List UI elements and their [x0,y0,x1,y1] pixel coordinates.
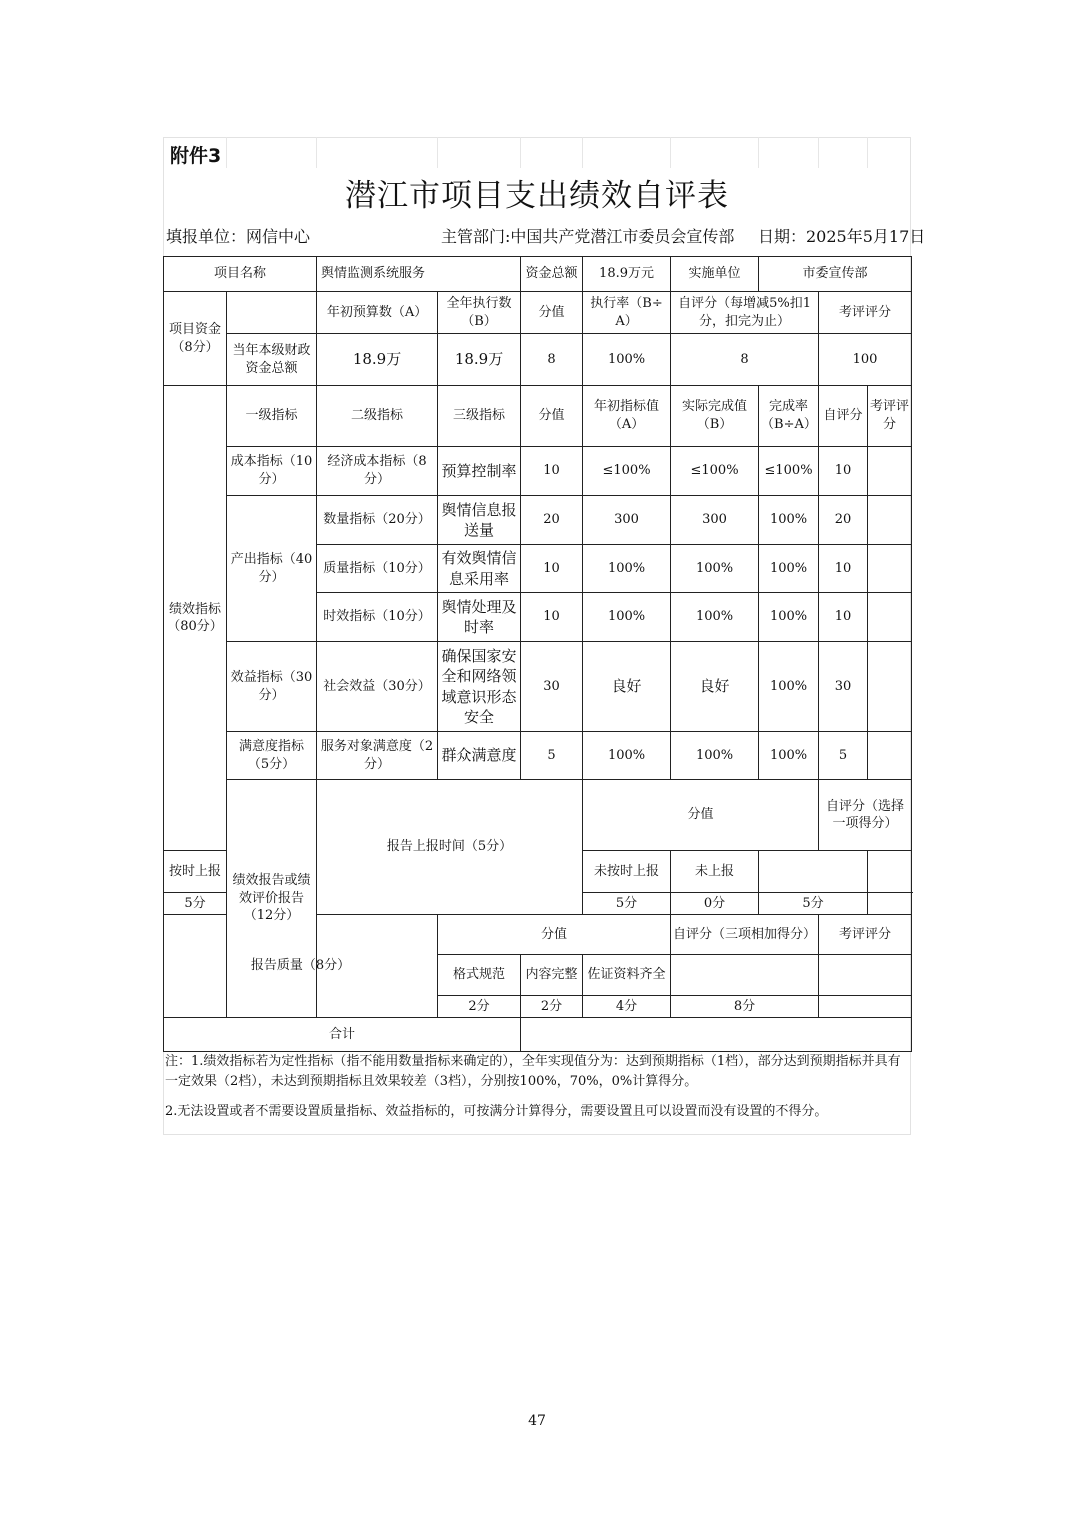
target-header: 年初指标值（A） [583,386,671,447]
row-level2: 社会效益（30分） [317,642,438,732]
row-target: 100% [583,732,671,780]
note-1: 注：1.绩效指标若为定性指标（指不能用数量指标来确定的），全年实现值分为：达到预期指标（1档），部分达到预期指标并具有一定效果（2档），未达到预期指标且效果较差（3档），分别按100%，70%，0%计算得分。 [165,1054,901,1089]
report-time-score-label: 分值 [583,780,819,851]
total-row [164,1018,912,1052]
review-score-header: 考评评分 [819,292,912,334]
score-header: 分值 [521,292,583,334]
row-target: 300 [583,496,671,545]
level3-header: 三级指标 [438,386,521,447]
row-self: 20 [819,496,868,545]
row-score: 20 [521,496,583,545]
row-target: 100% [583,545,671,593]
total-value [521,1018,912,1052]
project-name: 舆情监测系统服务 [317,257,521,292]
content-option: 内容完整 [521,955,583,996]
row-rate: 100% [759,642,819,732]
cost-indicator-label: 成本指标（10分） [227,447,317,496]
row-actual: 100% [671,732,759,780]
funds-value-row [164,334,912,386]
page-number: 47 [528,1413,546,1429]
format-option: 格式规范 [438,955,521,996]
row-level2: 经济成本指标（8分） [317,447,438,496]
completion-rate-header: 完成率（B÷A） [759,386,819,447]
perf-self-header: 自评分 [819,386,868,447]
row-level2: 数量指标（20分） [317,496,438,545]
empty-cell [868,851,912,893]
funds-review-score: 100 [819,334,912,386]
level1-header: 一级指标 [227,386,317,447]
row-self: 10 [819,447,868,496]
row-score: 10 [521,593,583,642]
report-time-self-score: 5分 [759,893,868,915]
content-points: 2分 [521,996,583,1018]
row-rate: 100% [759,593,819,642]
empty-cell [819,996,912,1018]
row-level2: 服务对象满意度（2分） [317,732,438,780]
execution-rate-value: 100% [583,334,671,386]
not-reported-option: 未上报 [671,851,759,893]
indicator-row [164,642,912,732]
row-score: 5 [521,732,583,780]
output-indicator-label: 产出指标（40分） [227,496,317,642]
row-score: 30 [521,642,583,732]
execution-header: 全年执行数（B） [438,292,521,334]
empty-cell [868,893,912,915]
report-quality-review-label: 考评评分 [819,915,912,955]
benefit-indicator-label: 效益指标（30分） [227,642,317,732]
row-target: ≤100% [583,447,671,496]
satisfaction-indicator-label: 满意度指标（5分） [227,732,317,780]
note-2: 2.无法设置或者不需要设置质量指标、效益指标的，可按满分计算得分，需要设置且可以设置而没有设置的不得分。 [165,1104,828,1119]
row-self: 30 [819,642,868,732]
project-name-label: 项目名称 [164,257,317,292]
late-points: 5分 [583,893,671,915]
funds-header-row [164,292,912,334]
report-quality-label: 报告质量（8分） [164,915,438,1018]
indicator-row [164,496,912,545]
on-time-points: 5分 [164,893,227,915]
page-title: 潜江市项目支出绩效自评表 [345,178,729,214]
report-quality-self-label: 自评分（三项相加得分） [671,915,819,955]
row-level2: 时效指标（10分） [317,593,438,642]
attachment-label: 附件3 [170,145,222,167]
row-review [868,593,912,642]
level2-header: 二级指标 [317,386,438,447]
row-self: 10 [819,593,868,642]
empty-cell [227,292,317,334]
implementing-unit-value: 市委宣传部 [759,257,912,292]
actual-header: 实际完成值（B） [671,386,759,447]
row-self: 10 [819,545,868,593]
row-rate: ≤100% [759,447,819,496]
report-quality-score-label: 分值 [438,915,671,955]
on-time-option: 按时上报 [164,851,227,893]
row-target: 良好 [583,642,671,732]
report-time-self-label: 自评分（选择一项得分） [819,780,912,851]
report-time-label: 报告上报时间（5分） [317,780,583,915]
report-date: 日期：2025年5月17日 [758,227,926,246]
total-funds-label: 资金总额 [521,257,583,292]
attachment-row-grid [163,137,911,168]
row-level3: 预算控制率 [438,447,521,496]
evidence-points: 4分 [583,996,671,1018]
empty-cell [671,955,819,996]
row-score: 10 [521,447,583,496]
project-row [164,257,912,292]
execution-rate-header: 执行率（B÷A） [583,292,671,334]
filling-unit: 填报单位：网信中心 [166,227,311,246]
row-score: 10 [521,545,583,593]
row-rate: 100% [759,496,819,545]
row-actual: 100% [671,545,759,593]
perf-header-row [164,386,912,447]
total-label: 合计 [164,1018,521,1052]
row-self: 5 [819,732,868,780]
funds-score-value: 8 [521,334,583,386]
total-funds-value: 18.9万元 [583,257,671,292]
self-score-header: 自评分（每增减5%扣1分，扣完为止） [671,292,819,334]
funds-self-score: 8 [671,334,819,386]
evidence-option: 佐证资料齐全 [583,955,671,996]
row-actual: ≤100% [671,447,759,496]
row-review [868,732,912,780]
supervising-department: 主管部门:中国共产党潜江市委员会宣传部 [441,227,735,246]
row-level3: 群众满意度 [438,732,521,780]
row-review [868,545,912,593]
row-level3: 确保国家安全和网络领域意识形态安全 [438,642,521,732]
funds-row-label: 当年本级财政资金总额 [227,334,317,386]
indicator-row [164,732,912,780]
row-actual: 良好 [671,642,759,732]
row-level3: 舆情处理及时率 [438,593,521,642]
perf-score-header: 分值 [521,386,583,447]
perf-review-header: 考评评分 [868,386,912,447]
row-actual: 300 [671,496,759,545]
report-quality-self-score: 8分 [671,996,819,1018]
late-option: 未按时上报 [583,851,671,893]
empty-cell [819,955,912,996]
indicator-row [164,447,912,496]
row-review [868,447,912,496]
budget-value: 18.9万 [317,334,438,386]
row-review [868,642,912,732]
notes [165,1052,909,1122]
row-target: 100% [583,593,671,642]
row-rate: 100% [759,732,819,780]
format-points: 2分 [438,996,521,1018]
implementing-unit-label: 实施单位 [671,257,759,292]
perf-section-label: 绩效指标（80分） [164,386,227,851]
row-level2: 质量指标（10分） [317,545,438,593]
row-level3: 舆情信息报送量 [438,496,521,545]
row-rate: 100% [759,545,819,593]
evaluation-table [163,256,912,1052]
report-section-label: 绩效报告或绩效评价报告（12分） [227,780,317,1018]
report-time-header-row [164,780,912,851]
budget-header: 年初预算数（A） [317,292,438,334]
not-reported-points: 0分 [671,893,759,915]
funds-section-label: 项目资金（8分） [164,292,227,386]
row-review [868,496,912,545]
empty-cell [759,851,868,893]
row-level3: 有效舆情信息采用率 [438,545,521,593]
execution-value: 18.9万 [438,334,521,386]
row-actual: 100% [671,593,759,642]
